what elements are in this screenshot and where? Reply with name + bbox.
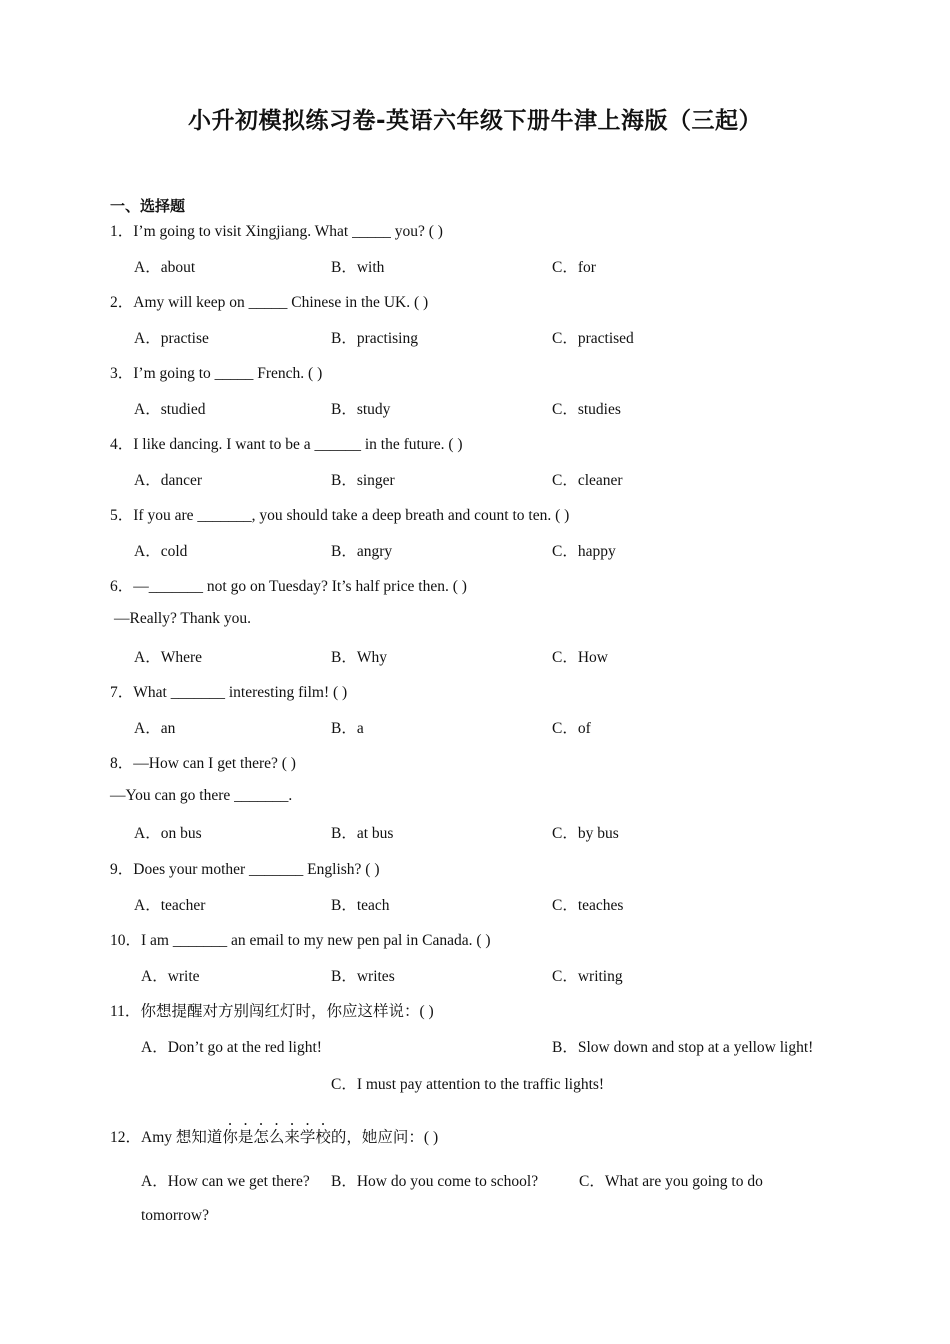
question-number: 7． [110, 684, 134, 701]
option-label: C． [552, 543, 578, 560]
option-c[interactable] [552, 645, 608, 667]
option-a[interactable] [134, 821, 202, 843]
option-text: cold [160, 543, 188, 560]
emphasized-text: 你是怎么来学校 [222, 1129, 331, 1146]
option-text: cleaner [577, 472, 623, 489]
option-a[interactable] [134, 326, 209, 348]
option-text: Where [160, 649, 203, 666]
option-c[interactable] [579, 1169, 763, 1191]
option-text: practise [160, 330, 209, 347]
question-number: 8． [110, 755, 134, 772]
option-label: C． [579, 1173, 605, 1190]
option-c[interactable] [552, 964, 623, 986]
question-text-post: 的，她应问：( ) [330, 1129, 439, 1146]
question-text: What _______ interesting film! ( ) [133, 684, 348, 701]
question-number: 10． [110, 932, 142, 949]
question-9 [110, 857, 380, 879]
option-label: B． [331, 897, 357, 914]
option-text: write [167, 968, 200, 985]
option-label: A． [134, 825, 161, 842]
option-label: C． [552, 472, 578, 489]
option-label: B． [331, 649, 357, 666]
option-text: an [160, 720, 176, 737]
option-label: B． [331, 968, 357, 985]
option-label: B． [331, 259, 357, 276]
option-label: B． [331, 543, 357, 560]
question-1 [110, 219, 443, 241]
option-a[interactable] [141, 964, 200, 986]
page-title: 小升初模拟练习卷-英语六年级下册牛津上海版（三起） [187, 108, 763, 134]
question-number: 1． [110, 223, 134, 240]
question-text: If you are _______, you should take a deep breath and count to ten. ( ) [133, 507, 570, 524]
option-text: of [577, 720, 591, 737]
option-label: A． [134, 897, 161, 914]
question-8-reply: —You can go there _______. [110, 787, 293, 804]
question-number: 3． [110, 365, 134, 382]
question-6-reply: —Really? Thank you. [114, 610, 252, 627]
option-text: dancer [160, 472, 203, 489]
option-label: C． [552, 649, 578, 666]
option-text: study [356, 401, 391, 418]
option-text: singer [356, 472, 395, 489]
option-text: with [356, 259, 385, 276]
option-label: A． [141, 1173, 168, 1190]
option-a[interactable] [134, 716, 175, 738]
question-5 [110, 503, 569, 525]
option-label: B． [331, 330, 357, 347]
question-text: I am _______ an email to my new pen pal in Canada. ( ) [141, 932, 491, 949]
option-c[interactable] [552, 326, 634, 348]
option-label: A． [134, 401, 161, 418]
option-text: happy [577, 543, 616, 560]
option-label: C． [552, 968, 578, 985]
option-text: How can we get there? [167, 1173, 310, 1190]
question-text: I like dancing. I want to be a ______ in the future. ( ) [133, 436, 463, 453]
question-7 [110, 680, 347, 702]
option-a[interactable] [134, 539, 187, 561]
option-b[interactable] [331, 255, 384, 277]
question-text: —_______ not go on Tuesday? It’s half price then. ( ) [133, 578, 467, 595]
option-label: B． [331, 720, 357, 737]
question-6 [110, 574, 467, 596]
question-number: 12． [110, 1129, 142, 1146]
option-b[interactable] [331, 468, 395, 490]
option-a[interactable] [134, 255, 195, 277]
option-text: writes [356, 968, 395, 985]
option-label: A． [134, 472, 161, 489]
option-label: A． [141, 968, 168, 985]
option-b[interactable] [331, 893, 390, 915]
option-text: writing [577, 968, 623, 985]
option-text: What are you going to do [604, 1173, 763, 1190]
question-text: 你想提醒对方别闯红灯时，你应这样说：( ) [140, 1003, 434, 1020]
option-label: A． [134, 543, 161, 560]
option-label: B． [331, 401, 357, 418]
option-text: angry [356, 543, 393, 560]
option-label: B． [552, 1039, 578, 1056]
option-label: A． [134, 649, 161, 666]
option-a[interactable] [134, 893, 205, 915]
question-text: Amy will keep on _____ Chinese in the UK. ( ) [133, 294, 429, 311]
option-text: How do you come to school? [356, 1173, 539, 1190]
question-2 [110, 290, 428, 312]
question-11 [110, 999, 434, 1021]
option-text: by bus [577, 825, 619, 842]
option-label: C． [552, 259, 578, 276]
option-label: B． [331, 825, 357, 842]
question-text: I’m going to _____ French. ( ) [133, 365, 323, 382]
question-text: Does your mother _______ English? ( ) [133, 861, 380, 878]
option-text: at bus [356, 825, 394, 842]
option-text: Slow down and stop at a yellow light! [577, 1039, 814, 1056]
option-a[interactable] [134, 397, 205, 419]
option-c[interactable] [552, 821, 619, 843]
option-label: C． [552, 330, 578, 347]
question-text: —How can I get there? ( ) [133, 755, 296, 772]
question-10 [110, 928, 491, 950]
option-text: Don’t go at the red light! [167, 1039, 322, 1056]
option-text: about [160, 259, 196, 276]
option-label: C． [552, 720, 578, 737]
question-number: 9． [110, 861, 134, 878]
option-text: How [577, 649, 608, 666]
option-label: A． [141, 1039, 168, 1056]
option-label: B． [331, 472, 357, 489]
option-label: C． [552, 825, 578, 842]
option-text: teach [356, 897, 390, 914]
option-b[interactable] [331, 821, 393, 843]
option-c[interactable] [331, 1072, 604, 1094]
option-text: I must pay attention to the traffic lights! [356, 1076, 605, 1093]
option-a[interactable] [141, 1169, 310, 1191]
option-a[interactable] [134, 645, 202, 667]
option-c[interactable] [552, 716, 591, 738]
section-heading: 一、选择题 [110, 197, 186, 215]
option-b[interactable] [331, 1169, 538, 1191]
option-c-continued: tomorrow? [141, 1207, 210, 1224]
option-c[interactable] [552, 255, 596, 277]
option-label: C． [331, 1076, 357, 1093]
option-label: B． [331, 1173, 357, 1190]
option-text: Why [356, 649, 387, 666]
option-label: A． [134, 330, 161, 347]
option-c[interactable] [552, 468, 623, 490]
option-text: practised [577, 330, 634, 347]
question-text-pre: Amy 想知道 [141, 1129, 223, 1146]
question-text: I’m going to visit Xingjiang. What _____ you? ( ) [133, 223, 443, 240]
option-c[interactable] [552, 397, 621, 419]
option-b[interactable] [331, 326, 418, 348]
option-b[interactable] [331, 397, 390, 419]
option-c[interactable] [552, 539, 616, 561]
option-label: A． [134, 259, 161, 276]
option-a[interactable] [134, 468, 202, 490]
question-4 [110, 432, 463, 454]
option-b[interactable] [331, 964, 395, 986]
option-text: teacher [160, 897, 206, 914]
option-label: A． [134, 720, 161, 737]
option-b[interactable] [331, 716, 364, 738]
question-8 [110, 751, 296, 773]
option-text: a [356, 720, 364, 737]
question-number: 2． [110, 294, 134, 311]
option-label: C． [552, 401, 578, 418]
option-text: for [577, 259, 596, 276]
option-text: on bus [160, 825, 202, 842]
option-a[interactable] [141, 1035, 322, 1057]
option-label: C． [552, 897, 578, 914]
question-number: 6． [110, 578, 134, 595]
option-text: practising [356, 330, 418, 347]
option-text: studies [577, 401, 621, 418]
question-3 [110, 361, 322, 383]
option-text: studied [160, 401, 206, 418]
option-b[interactable] [331, 539, 392, 561]
option-text: teaches [577, 897, 624, 914]
option-c[interactable] [552, 893, 623, 915]
question-number: 11． [110, 1003, 141, 1020]
option-b[interactable] [331, 645, 387, 667]
option-b[interactable] [552, 1035, 813, 1057]
question-number: 5． [110, 507, 134, 524]
question-12 [110, 1120, 438, 1147]
question-number: 4． [110, 436, 134, 453]
